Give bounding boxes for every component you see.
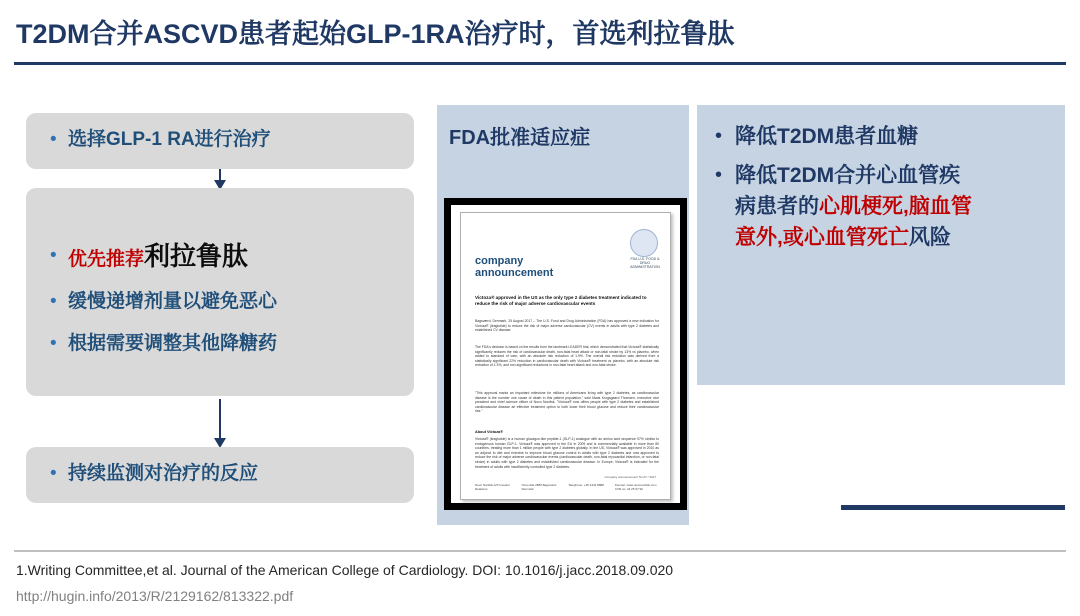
bullet-dot-icon: • [715, 164, 723, 186]
doc-paragraph-4: Victoza® (liraglutide) is a human glucagon-like peptide-1 (GLP-1) analogue with an amino acid sequence 97% similar to endogenous human GLP-1. Victoza® was approved in the EU in 2009 and is commercially available in more than 80 countries, treating more than 1 million people with type 2 diabetes globally. In the US, Victoza® was approved in 2010 as an adjunct to diet and exercise to improve blood glucose control in adults with type 2 diabetes and now approved to reduce the risk of major adverse cardiovascular events (cardiovascular death, non-fatal myocardial infarction, or non-fatal stroke) in adults with type 2 diabetes and established cardiovascular disease. In Europe, Victoza® is indicated for the treatment of adults with insufficiently controlled type 2 diabetes. [475, 437, 659, 469]
page-title: T2DM合并ASCVD患者起始GLP-1RA治疗时，首选利拉鲁肽 [16, 19, 735, 49]
indication-item-1: 降低T2DM患者血糖 [735, 125, 919, 148]
doc-about-heading: About Victoza® [475, 430, 504, 434]
flow-step-recommendations [26, 188, 414, 396]
bullet-row [46, 460, 404, 488]
doc-paragraph-3: "This approval marks an important milestone for millions of Americans living with type 2 diabetes, as cardiovascular disease is the number one cause of death in this patient population," said Mads Krogsgaard Thomsen, executive vice president and chief science officer of Novo Nordisk. "Victoza® now offers people with type 2 diabetes and established cardiovascular disease an effective treatment option to both lower their blood glucose and reduce their cardiovascular risk." [475, 391, 659, 414]
arrow-down-icon [219, 399, 221, 439]
flow-bottom-text: 持续监测对治疗的反应 [68, 463, 259, 484]
arrow-down-icon [219, 169, 221, 181]
doc-footer [475, 483, 659, 491]
fda-seal-label: FDA U.S. FOOD & DRUG ADMINISTRATION [630, 257, 660, 269]
bullet-row [709, 160, 1055, 253]
flow-step-monitor-response [26, 447, 414, 503]
bullet-row [46, 242, 404, 274]
bullet-dot-icon: • [50, 245, 57, 266]
doc-footer-col: Telephone: +45 4444 8888 [568, 483, 604, 487]
bullet-row [46, 126, 404, 154]
flow-mid-item-1-prefix: 优先推荐 [68, 249, 145, 270]
flow-mid-item-1 [68, 242, 248, 274]
bullet-dot-icon: • [715, 125, 723, 147]
indication-item-2 [735, 160, 972, 253]
bullet-dot-icon: • [50, 333, 57, 354]
press-release-thumbnail [444, 198, 687, 510]
doc-heading: Victoza® approved in the US as the only type 2 diabetes treatment indicated to reduce the risk of major adverse cardiovascular events [475, 295, 647, 306]
bullet-row [709, 121, 1055, 152]
indication-item-2-line1: 降低T2DM合并心血管疾 [735, 164, 961, 187]
flow-top-text: 选择GLP-1 RA进行治疗 [68, 129, 271, 150]
doc-footer-col: Internet: www.novonordisk.com CVR no: 24 25 67 90 [614, 483, 657, 491]
bullet-dot-icon: • [50, 291, 57, 312]
accent-bar [841, 505, 1065, 510]
company-announcement-logo [475, 255, 553, 279]
fda-panel-title: FDA批准适应症 [449, 127, 591, 149]
flow-mid-item-2: 缓慢递增剂量以避免恶心 [68, 291, 278, 312]
logo-line-1: company [475, 255, 524, 267]
indication-item-2-line3b: 风险 [908, 226, 951, 249]
doc-footer-col: Novo Nordisk A/S Investor Relations [475, 483, 511, 491]
flow-mid-item-3: 根据需要调整其他降糖药 [68, 333, 278, 354]
bullet-dot-icon: • [50, 129, 57, 150]
logo-line-2: announcement [475, 267, 554, 279]
indications-panel [697, 105, 1065, 385]
title-divider [14, 62, 1066, 65]
reference-text: 1.Writing Committee,et al. Journal of the American College of Cardiology. DOI: 10.1016/j.jacc.2018.09.020 [16, 562, 674, 578]
fda-seal-icon [630, 229, 658, 257]
press-release-page [460, 212, 671, 500]
doc-paragraph-2: The FDA's decision is based on the results from the landmark LEADER trial, which demonstrated that Victoza® statistically significantly reduces the risk of cardiovascular death, non-fatal heart attack or non-fatal stroke by 13% vs placebo, when added to standard of care, with an absolute risk reduction of 1.9%. The overall risk reduction was derived from a statistically significant 22% reduction in cardiovascular death with Victoza® treatment vs placebo, with an absolute risk reduction of 1.3%, and non-significant reductions in non-fatal heart attack and non-fatal stroke. [475, 345, 659, 368]
indication-item-2-line2a: 病患者的 [735, 195, 819, 218]
doc-stamp: Company announcement No 67 / 2017 [604, 475, 656, 479]
bullet-dot-icon: • [50, 463, 57, 484]
indication-item-2-line2b: 心肌梗死,脑血管 [819, 195, 972, 218]
doc-paragraph-1: Bagsværd, Denmark, 25 August 2017 – The U.S. Food and Drug Administration (FDA) has approved a new indication for Victoza® (liraglutide) to reduce the risk of major adverse cardiovascular (CV) events in adults with type 2 diabetes and established CV disease. [475, 319, 659, 333]
flow-mid-item-1-emphasis: 利拉鲁肽 [144, 241, 249, 271]
source-url[interactable]: http://hugin.info/2013/R/2129162/813322.pdf [16, 588, 294, 604]
flow-step-select-treatment [26, 113, 414, 169]
bullet-row [46, 330, 404, 358]
doc-footer-col: Novo Allé 2880 Bagsværd Denmark [521, 483, 557, 491]
indication-item-2-line3a: 意外,或心血管死亡 [735, 226, 909, 249]
footer-divider [14, 550, 1066, 552]
bullet-row [46, 288, 404, 316]
